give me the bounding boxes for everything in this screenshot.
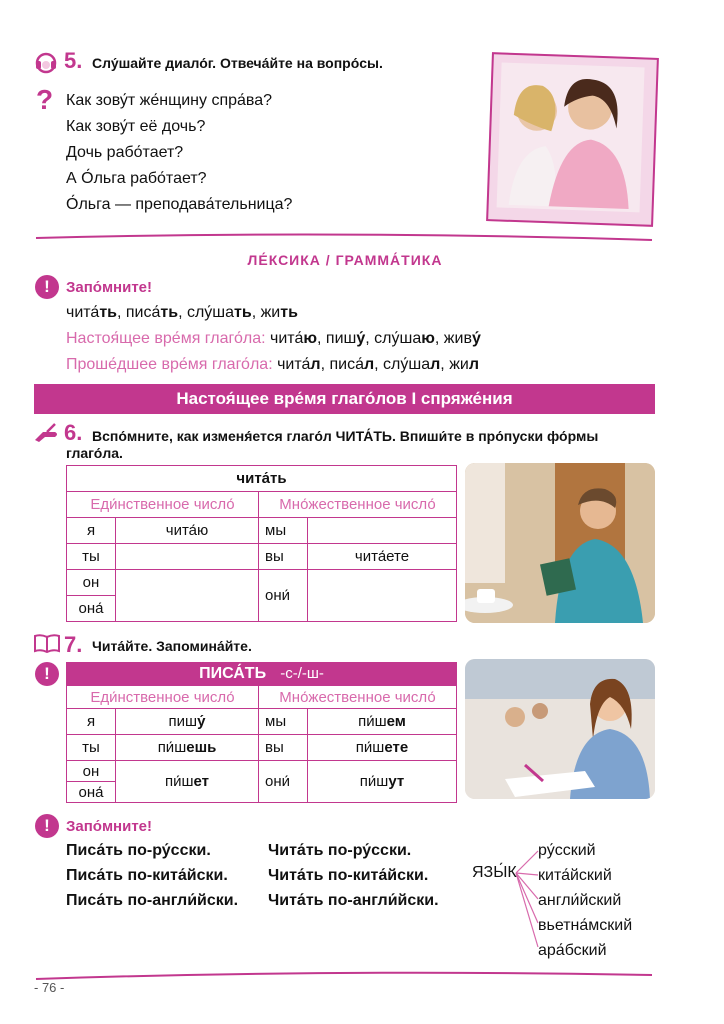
book-icon (33, 633, 61, 653)
verb-ending: у́ (471, 330, 481, 347)
verb-form (116, 709, 259, 735)
question-list (66, 88, 292, 218)
language-item: кита́йский (538, 867, 612, 884)
language-word: ЯЗЫ́К (472, 864, 517, 881)
phrase: Чита́ть по-ру́сски. (268, 842, 412, 859)
pronoun: они́ (259, 570, 308, 622)
verb-ending: л (310, 356, 321, 373)
present-label: Настоя́щее вре́мя глаго́ла: (66, 330, 266, 347)
verb-stem: пи́ш (358, 713, 387, 730)
singular-header: Еди́нственное число́ (67, 686, 259, 709)
singular-header: Еди́нственное число́ (67, 492, 259, 518)
question-icon: ? (36, 84, 54, 115)
exercise-number: 5. (64, 48, 83, 73)
verb-ending: ете (384, 739, 409, 756)
phrase: Писа́ть по-ру́сски. (66, 842, 211, 859)
pronoun: ты (67, 544, 116, 570)
footer-divider (34, 968, 654, 980)
exercise-instruction: Вспо́мните, как изменя́ется глаго́л ЧИТА́ТЬ. Впиши́те в про́пуски фо́рмы (92, 428, 599, 444)
verb-stem: слу́ша (374, 330, 422, 347)
page-number: - 76 - (34, 980, 65, 995)
plural-header: Мно́жественное число́ (259, 492, 457, 518)
language-item: англи́йский (538, 892, 622, 909)
verb-ending: л (363, 356, 375, 373)
verb-ending: л (468, 356, 479, 373)
language-item: ру́сский (538, 842, 596, 859)
phrase: Писа́ть по-англи́йски. (66, 892, 239, 909)
verb-stem: пи́ш (359, 773, 389, 790)
phrase: Чита́ть по-англи́йски. (268, 892, 439, 909)
verb-header: ПИСА́ТЬ (199, 665, 267, 682)
exercise-number: 7. (64, 632, 83, 657)
pronoun: я (67, 709, 116, 735)
verb-stem: пи́ш (164, 773, 194, 790)
verb-ending: у́ (197, 713, 206, 730)
verb-stem: пиш (325, 330, 357, 347)
verb-stem: слу́ша (383, 356, 431, 373)
verb-form (116, 761, 259, 803)
verb-header-cell (67, 663, 457, 686)
phrases-read (268, 838, 439, 913)
verb-stem: писа́ (329, 356, 364, 373)
pronoun: он (67, 570, 116, 596)
verb-stem: жи (260, 304, 281, 321)
question-item: О́льга — преподава́тельница? (66, 196, 293, 213)
verb-form (308, 709, 457, 735)
verb-ending: ть (160, 304, 179, 321)
writing-hand-icon (33, 422, 61, 444)
remember-label: Запо́мните! (66, 279, 153, 296)
pronoun: вы (259, 735, 308, 761)
verb-ending: ет (193, 773, 210, 790)
verb-ending: ть (99, 304, 117, 321)
blank-field[interactable] (308, 570, 457, 622)
question-item: Как зову́т же́нщину спра́ва? (66, 92, 273, 109)
conjugation-table-pisat (66, 662, 457, 803)
language-item: вьетна́мский (538, 917, 633, 934)
verb-stem: жи (449, 356, 469, 373)
question-item: Как зову́т её дочь? (66, 118, 206, 135)
pronoun: они́ (259, 761, 308, 803)
verb-stem: чита́ (270, 330, 304, 347)
pronoun: я (67, 518, 116, 544)
verb-stem: пи́ш (355, 739, 385, 756)
verb-stem: жив (443, 330, 472, 347)
blank-field[interactable] (116, 544, 259, 570)
verb-ending: ю (303, 330, 318, 347)
exclamation-icon: ! (35, 814, 59, 838)
verb-header: чита́ть (67, 466, 457, 492)
verb-ending: у́ (356, 330, 366, 347)
pronoun: ты (67, 735, 116, 761)
conjugation-table-chitat (66, 465, 457, 622)
present-tense-line: Настоя́щее вре́мя глаго́ла: чита́ю, пишу́, слу́шаю, живу́ (66, 330, 481, 347)
verb-ending: ем (386, 713, 406, 730)
verb-form: чита́ю (116, 518, 259, 544)
photo-boy-reading (465, 463, 655, 623)
section-title: ЛЕ́КСИКА / ГРАММА́ТИКА (247, 252, 443, 268)
language-item: ара́бский (538, 942, 607, 959)
language-list (538, 838, 632, 963)
verb-stem: чита́ (277, 356, 311, 373)
verb-stem: пиш (168, 713, 198, 730)
verb-form (308, 735, 457, 761)
phrase: Чита́ть по-кита́йски. (268, 867, 429, 884)
verb-ending: ешь (186, 739, 217, 756)
remember-label: Запо́мните! (66, 818, 153, 835)
exercise-number: 6. (64, 420, 83, 445)
verb-stem: чита́ (66, 304, 100, 321)
past-tense-line: Проше́дшее вре́мя глаго́ла: чита́л, писа́л, слу́шал, жил (66, 356, 479, 373)
verb-form: чита́ете (308, 544, 457, 570)
infinitive-list: чита́ть, писа́ть, слу́шать, жить (66, 304, 298, 321)
verb-ending: л (430, 356, 441, 373)
pronoun: она́ (67, 596, 116, 622)
verb-ending: ть (280, 304, 298, 321)
past-label: Проше́дшее вре́мя глаго́ла: (66, 356, 273, 373)
pronoun: он (67, 761, 116, 782)
grammar-banner (34, 384, 655, 414)
question-item: А О́льга рабо́тает? (66, 170, 207, 187)
verb-form (308, 761, 457, 803)
verb-ending: ть (234, 304, 252, 321)
pronoun: она́ (67, 782, 116, 803)
plural-header: Мно́жественное число́ (259, 686, 457, 709)
pronoun: вы (259, 544, 308, 570)
language-connectors (514, 845, 540, 960)
exercise-instruction: Слу́шайте диало́г. Отвеча́йте на вопро́сы. (92, 55, 383, 71)
photo-mother-daughter (486, 52, 659, 227)
alternation-note: -с-/-ш- (280, 665, 324, 682)
photo-girl-writing (465, 659, 655, 799)
exclamation-icon: ! (35, 275, 59, 299)
pronoun: мы (259, 518, 308, 544)
divider (34, 230, 654, 244)
verb-form (116, 735, 259, 761)
verb-stem: писа́ (125, 304, 161, 321)
pronoun: мы (259, 709, 308, 735)
exercise-instruction-cont: глаго́ла. (66, 445, 123, 461)
question-item: Дочь рабо́тает? (66, 144, 184, 161)
banner-title: Настоя́щее вре́мя глаго́лов I спряже́ния (176, 389, 513, 408)
verb-ending: ут (388, 773, 405, 790)
blank-field[interactable] (116, 570, 259, 622)
headphones-icon (34, 50, 58, 74)
phrases-write (66, 838, 238, 913)
exercise-instruction: Чита́йте. Запомина́йте. (92, 638, 252, 654)
exclamation-icon: ! (35, 662, 59, 686)
verb-stem: слу́ша (186, 304, 235, 321)
phrase: Писа́ть по-кита́йски. (66, 867, 228, 884)
blank-field[interactable] (308, 518, 457, 544)
verb-ending: ю (421, 330, 435, 347)
verb-stem: пи́ш (157, 739, 187, 756)
